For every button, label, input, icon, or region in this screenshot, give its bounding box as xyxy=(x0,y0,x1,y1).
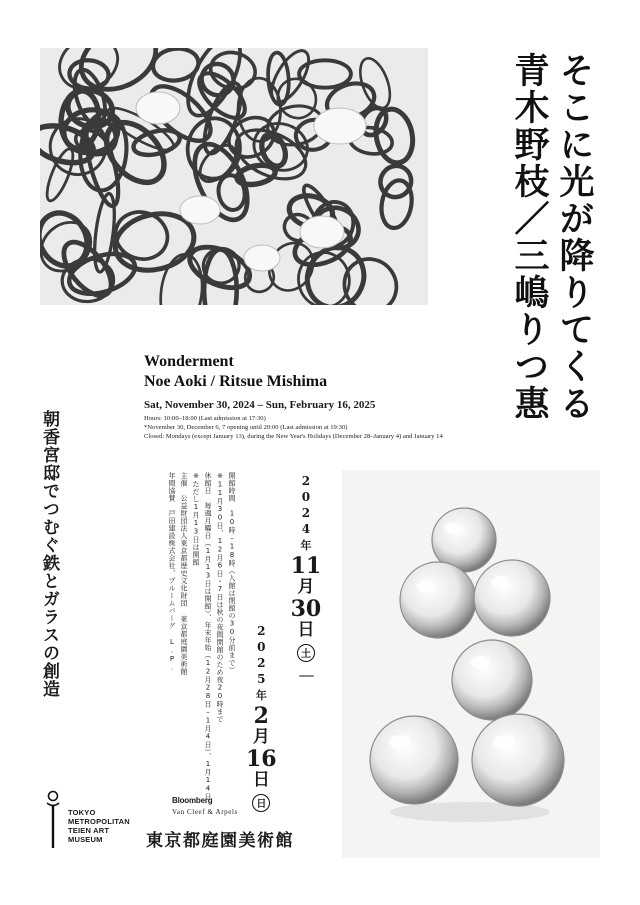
end-day: 16 xyxy=(246,745,277,772)
info-support: 年間協賛 戸田建設株式会社、ブルームバーグ L.P. xyxy=(168,472,176,672)
glass-sculpture-image xyxy=(342,470,600,858)
english-details xyxy=(144,414,604,441)
english-info xyxy=(144,352,604,441)
end-year: 2025 xyxy=(254,624,269,688)
info-closed-note: ※ただし1月13日は開館 xyxy=(192,472,200,566)
title-line-2: 青木野枝／三嶋りつ惠 xyxy=(509,52,550,422)
info-hours: 開館時間 10時–18時（入館は閉館の30分前まで） xyxy=(228,472,236,674)
van-cleef-arpels-logo: Van Cleef & Arpels xyxy=(172,808,238,816)
end-year-unit: 年 xyxy=(255,689,267,702)
english-closed: Closed: Mondays (except January 13), during the New Year's Holidays (December 28–January 4) and January 14 xyxy=(144,433,443,440)
museum-logo xyxy=(44,790,130,848)
museum-name-japanese: 東京都庭園美術館 xyxy=(146,831,294,851)
exhibition-subtitle: 朝香宮邸でつむぐ鉄とガラスの創造 xyxy=(39,410,59,698)
end-date xyxy=(246,474,277,812)
logo-line-4: MUSEUM xyxy=(68,835,103,844)
logo-line-3: TEIEN ART xyxy=(68,826,110,835)
english-hours: Hours: 10:00–18:00 (Last admission at 17:30) xyxy=(144,415,266,422)
start-day-unit: 日 xyxy=(297,620,315,641)
start-date xyxy=(291,474,322,812)
bloomberg-logo: Bloomberg xyxy=(172,796,213,805)
date-range-dash: — xyxy=(296,664,316,684)
start-year-unit: 年 xyxy=(300,539,312,552)
start-month: 11 xyxy=(290,553,322,579)
title-line-1: そこに光が降りてくる xyxy=(554,52,595,422)
info-organizer: 主催 公益財団法人東京都歴史文化財団 東京都庭園美術館 xyxy=(180,472,188,676)
logo-line-1: TOKYO xyxy=(68,808,96,817)
start-day: 30 xyxy=(290,595,322,622)
end-month: 2 xyxy=(253,703,269,729)
info-night: ※11月30日、12月6日・7日は秋の夜間開館のため夜20時まで xyxy=(216,472,224,723)
english-artists: Noe Aoki / Ritsue Mishima xyxy=(144,373,328,390)
end-month-unit: 月 xyxy=(252,727,270,748)
english-dates: Sat, November 30, 2024 – Sun, February 16, 2025 xyxy=(144,399,376,411)
iron-sculpture-image xyxy=(40,48,428,305)
english-title: Wonderment xyxy=(144,353,234,370)
logo-line-2: METROPOLITAN xyxy=(68,817,130,826)
end-day-unit: 日 xyxy=(252,770,270,791)
info-closed: 休館日 毎週月曜日（1月13日は開館）、年末年始（12月28日–1月4日）、1月14日 xyxy=(204,472,212,801)
museum-logo-text xyxy=(68,790,130,844)
start-weekday: 土 xyxy=(297,644,315,662)
exhibition-dates xyxy=(246,474,321,812)
english-night-opening: *November 30, December 6, 7 opening until 20:00 (Last admission at 19:30) xyxy=(144,424,348,431)
start-year: 2024 xyxy=(298,474,313,538)
end-weekday: 日 xyxy=(252,794,270,812)
start-month-unit: 月 xyxy=(297,577,315,598)
museum-mark-icon xyxy=(44,790,62,848)
